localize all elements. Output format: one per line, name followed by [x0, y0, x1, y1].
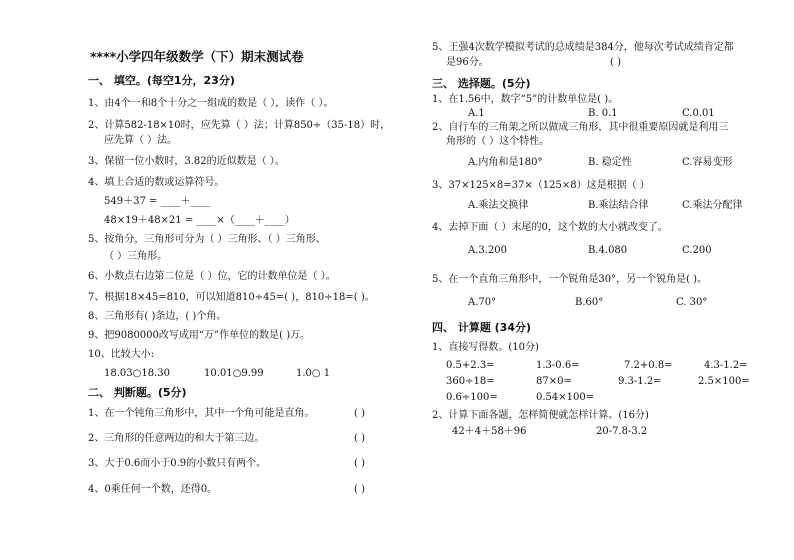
compare-item-2: 10.01○9.99: [204, 368, 264, 379]
question-fill-4a: 549＋37 = ____＋____: [104, 196, 211, 207]
question-fill-10: 10、比较大小:: [88, 349, 155, 360]
answer-paren: ( ): [354, 484, 365, 495]
calc-item: 9.3-1.2=: [618, 376, 662, 387]
question-fill-4: 4、填上合适的数或运算符号。: [88, 177, 225, 188]
choice-3-option-a: A.乘法交换律: [468, 200, 529, 211]
question-calc-1: 1、直接写得数。(10分): [432, 342, 539, 353]
calc-item: 7.2+0.8=: [624, 360, 673, 371]
calc-item: 4.3-1.2=: [704, 360, 748, 371]
question-choice-2-line1: 2、自行车的三角架之所以做成三角形，其中很重要原因就是利用三: [432, 122, 729, 133]
choice-4-option-b: B.4.080: [588, 245, 628, 256]
question-fill-7: 7、根据18×45=810，可以知道810÷45=( )，810÷18=( )。: [88, 292, 375, 303]
question-fill-8: 8、三角形有( )条边，( )个角。: [88, 311, 227, 322]
question-fill-4b: 48×19＋48×21 = ____×（____＋____）: [104, 215, 295, 226]
choice-5-option-b: B.60°: [575, 297, 604, 308]
calc-expression-1: 42＋4＋58＋96: [452, 426, 527, 437]
choice-2-option-a: A.内角和是180°: [468, 157, 543, 168]
question-judge-4: 4、0乘任何一个数，还得0。: [88, 484, 218, 495]
exam-title: ****小学四年级数学（下）期末测试卷: [90, 49, 304, 64]
choice-4-option-c: C.200: [682, 245, 712, 256]
choice-1-option-b: B. 0.1: [588, 108, 618, 119]
choice-1-option-a: A.1: [468, 108, 485, 119]
choice-1-option-c: C.0.01: [682, 108, 715, 119]
question-fill-5-line2: （ ）三角形。: [104, 251, 168, 262]
answer-paren: ( ): [354, 408, 365, 419]
choice-2-option-c: C.容易变形: [682, 157, 733, 168]
question-fill-3: 3、保留一位小数时，3.82的近似数是（ ）。: [88, 156, 285, 167]
question-choice-3: 3、37×125×8=37×（125×8）这是根据（ ）: [432, 180, 650, 191]
calc-item: 87×0=: [536, 376, 572, 387]
question-judge-5-line2: 是96分。: [446, 57, 489, 68]
question-fill-2-line1: 2、计算582-18×10时，应先算（ ）法；计算850÷（35-18）时，: [88, 120, 391, 131]
calc-item: 0.54×100=: [536, 392, 595, 403]
question-judge-1: 1、在一个钝角三角形中，其中一个角可能是直角。: [88, 408, 315, 419]
choice-2-option-b: B. 稳定性: [588, 157, 632, 168]
question-choice-1: 1、在1.56中，数字“5”的计数单位是( )。: [432, 94, 619, 105]
calc-item: 1.3-0.6=: [536, 360, 580, 371]
question-judge-5-line1: 5、王强4次数学模拟考试的总成绩是384分，他每次考试成绩肯定都: [432, 42, 734, 53]
question-choice-5: 5、在一个直角三角形中，一个锐角是30°，另一个锐角是( )。: [432, 274, 708, 285]
calc-item: 0.5+2.3=: [446, 360, 495, 371]
choice-3-option-c: C.乘法分配律: [682, 200, 743, 211]
compare-item-3: 1.0○ 1: [296, 368, 331, 379]
calc-item: 360÷18=: [446, 376, 495, 387]
choice-5-option-a: A.70°: [468, 297, 497, 308]
question-choice-4: 4、去掉下面（ ）末尾的0，这个数的大小就改变了。: [432, 222, 668, 233]
calc-expression-2: 20-7.8-3.2: [596, 426, 648, 437]
choice-4-option-a: A.3.200: [468, 245, 508, 256]
calc-item: 2.5×100=: [698, 376, 750, 387]
choice-3-option-b: B.乘法结合律: [588, 200, 649, 211]
question-judge-3: 3、大于0.6而小于0.9的小数只有两个。: [88, 458, 267, 469]
answer-paren: ( ): [610, 57, 621, 68]
answer-paren: ( ): [354, 458, 365, 469]
section-calc-heading: 四、 计算题 (34分): [432, 321, 532, 334]
question-fill-1: 1、由4个一和8个十分之一组成的数是（ ），读作（ ）。: [88, 98, 334, 109]
answer-paren: ( ): [354, 433, 365, 444]
choice-5-option-c: C. 30°: [676, 297, 708, 308]
calc-item: 0.6÷100=: [446, 392, 498, 403]
question-judge-2: 2、三角形的任意两边的和大于第三边。: [88, 433, 265, 444]
question-fill-6: 6、小数点右边第二位是（ ）位，它的计数单位是（ ）。: [88, 271, 336, 282]
section-fill-blank-heading: 一、 填空。(每空1分，23分): [88, 74, 235, 87]
section-judge-heading: 二、 判断题。(5分): [88, 386, 187, 399]
section-choice-heading: 三、 选择题。(5分): [432, 77, 531, 90]
question-choice-2-line2: 角形的（ ）这个特性。: [446, 136, 550, 147]
question-fill-2-line2: 应先算（ ）法。: [104, 135, 178, 146]
compare-item-1: 18.03○18.30: [104, 368, 170, 379]
question-fill-9: 9、把9080000改写成用“万”作单位的数是( )万。: [88, 330, 311, 341]
question-calc-2: 2、计算下面各题，怎样简便就怎样计算。(16分): [432, 410, 649, 421]
question-fill-5-line1: 5、按角分，三角形可分为（ ）三角形、（ ）三角形、: [88, 234, 326, 245]
